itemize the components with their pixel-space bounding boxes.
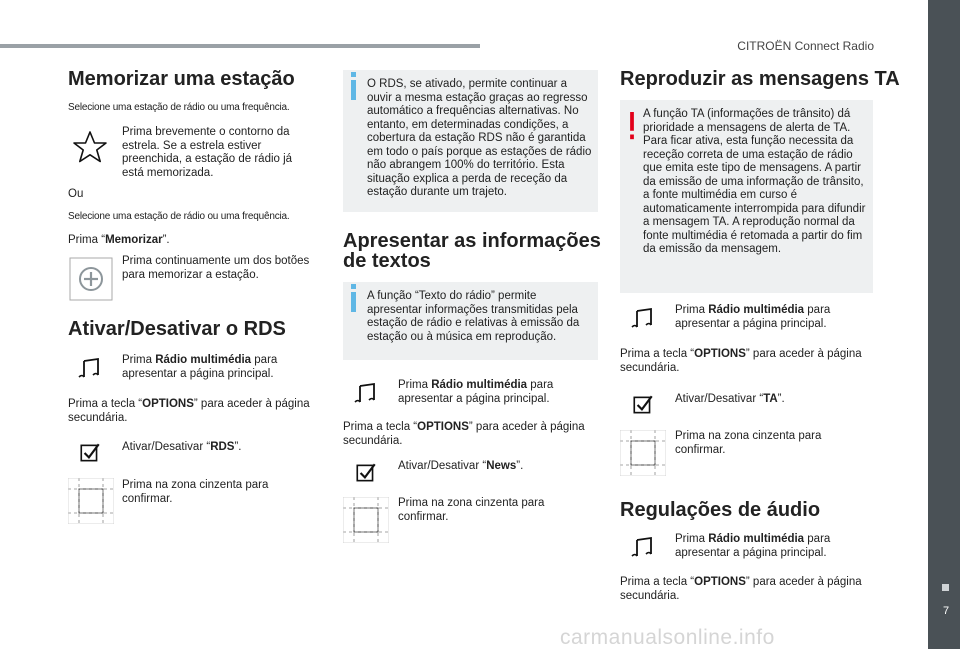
or-label: Ou <box>68 188 84 200</box>
grey-zone-icon <box>620 430 666 476</box>
press-memorize: Prima “Memorizar”. <box>68 234 170 246</box>
grey-zone-icon <box>68 478 114 524</box>
watermark: carmanualsonline.info <box>560 626 775 649</box>
star-instructions: Prima brevemente o contorno da estrela. Se a estrela estiver preenchida, a estação de rádio já está memorizada. <box>122 126 293 179</box>
rds-info-box <box>343 70 598 212</box>
rds-toggle: Ativar/Desativar “RDS”. <box>122 441 242 453</box>
plus-instructions: Prima continuamente um dos botões para memorizar a estação. <box>122 255 310 281</box>
star-icon <box>72 130 108 164</box>
warning-icon <box>628 112 636 142</box>
texts-options-step: Prima a tecla “OPTIONS” para aceder à página secundária. <box>343 421 585 447</box>
texts-toggle: Ativar/Desativar “News”. <box>398 460 524 472</box>
ta-warning-text: A função TA (informações de trânsito) dá prioridade a mensagens de alerta de TA. Para ficar ativa, esta função necessita da receção correta de uma estação de rádio que emita este tipo de mensagens. A partir da emissão de uma informação de trânsito, a fonte multimédia em curso é automaticamente interrompida para difundir a mensagem TA. A reprodução normal da fonte multimédia é retomada a partir do fim da emissão da mensagem. <box>643 108 866 255</box>
page-number: 7 <box>942 605 950 617</box>
rds-confirm: Prima na zona cinzenta para confirmar. <box>122 479 269 505</box>
music-note-icon <box>631 536 655 560</box>
texts-info-box <box>343 282 598 360</box>
checkbox-icon <box>78 441 102 465</box>
ta-toggle: Ativar/Desativar “TA”. <box>675 393 785 405</box>
audio-step-main-page: Prima Rádio multimédia para apresentar a página principal. <box>675 533 831 559</box>
rds-info-text: O RDS, se ativado, permite continuar a ouvir a mesma estação graças ao regresso automático a frequências alternativas. No entanto, em determinadas condições, a cobertura da estação RDS não é garantida em todo o país porque as estações de rádio não abrangem 100% do território. Esta situação explica a perda de receção da estação durante um trajeto. <box>367 78 592 198</box>
section-title-rds: Ativar/Desativar o RDS <box>68 318 286 340</box>
grey-zone-icon <box>343 497 389 543</box>
side-strip <box>928 0 960 649</box>
ta-options-step: Prima a tecla “OPTIONS” para aceder à página secundária. <box>620 348 862 374</box>
memorize-key: Memorizar <box>105 234 163 246</box>
music-note-icon <box>78 357 102 381</box>
checkbox-icon <box>631 393 655 417</box>
plus-button-icon <box>69 257 113 301</box>
section-title-audio: Regulações de áudio <box>620 499 821 521</box>
section-title-texts-2: de textos <box>343 250 431 272</box>
info-icon <box>351 80 356 100</box>
header-title: CITROËN Connect Radio <box>737 39 874 53</box>
page-marker <box>942 584 949 591</box>
section-title-ta: Reproduzir as mensagens TA <box>620 68 900 90</box>
rds-options-step: Prima a tecla “OPTIONS” para aceder à página secundária. <box>68 398 310 424</box>
ta-confirm: Prima na zona cinzenta para confirmar. <box>675 430 822 456</box>
section-title-memorize: Memorizar uma estação <box>68 68 295 90</box>
music-note-icon <box>354 382 378 406</box>
texts-step-main-page: Prima Rádio multimédia para apresentar a página principal. <box>398 379 554 405</box>
rds-step-main-page: Prima Rádio multimédia para apresentar a página principal. <box>122 354 278 380</box>
memorize-intro-2: Selecione uma estação de rádio ou uma frequência. <box>68 211 290 222</box>
texts-confirm: Prima na zona cinzenta para confirmar. <box>398 497 545 523</box>
texts-info-text: A função “Texto do rádio” permite apresentar informações transmitidas pela estação de rádio e relativas à emissão da estação ou à música em reprodução. <box>367 290 580 343</box>
memorize-intro: Selecione uma estação de rádio ou uma frequência. <box>68 102 290 113</box>
ta-warning-box <box>620 100 873 293</box>
section-title-texts-1: Apresentar as informações <box>343 230 601 252</box>
info-icon <box>351 292 356 312</box>
checkbox-icon <box>354 461 378 485</box>
music-note-icon <box>631 307 655 331</box>
ta-step-main-page: Prima Rádio multimédia para apresentar a página principal. <box>675 304 831 330</box>
header-rule <box>0 44 480 48</box>
audio-options-step: Prima a tecla “OPTIONS” para aceder à página secundária. <box>620 576 862 602</box>
